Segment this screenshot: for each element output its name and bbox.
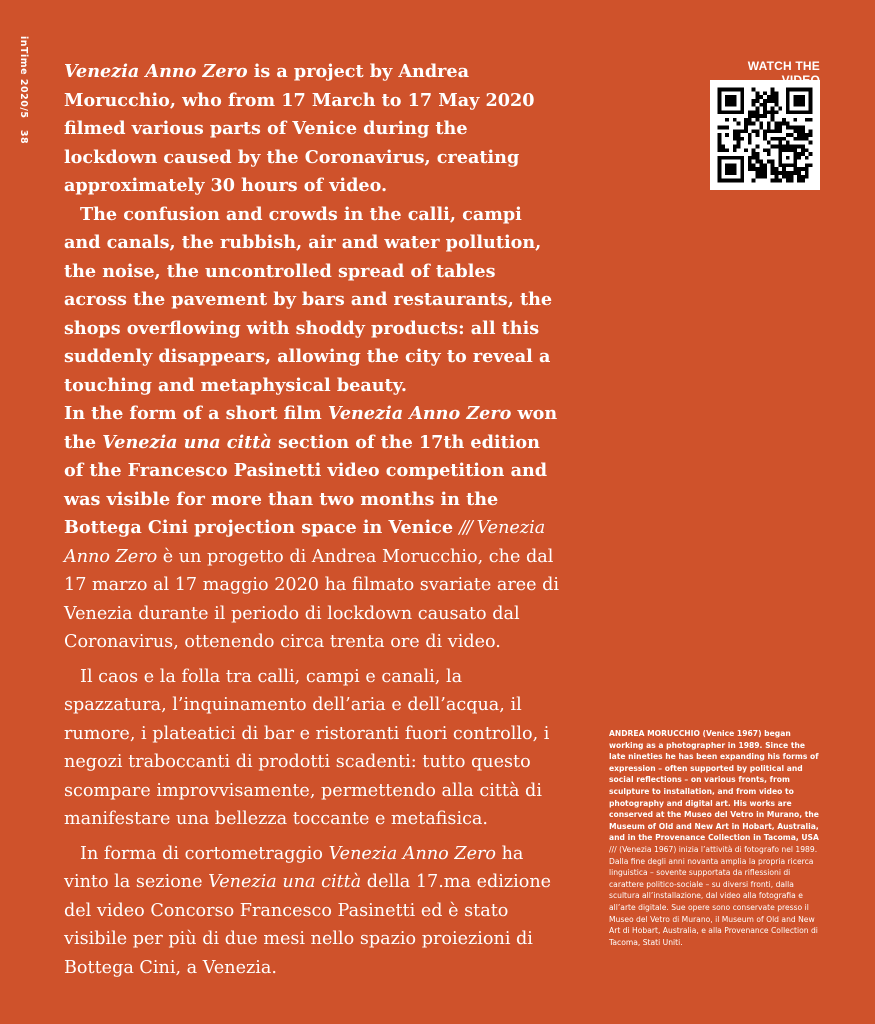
film-title: Venezia Anno Zero [64, 518, 546, 567]
english-paragraph-1: Venezia Anno Zero is a project by Andrea Morucchio, who from 17 March to 17 May 2020 filmed various parts of Venice during the lockdown caused by the Coronavirus, creating approximately 30 hours of video. [64, 61, 535, 196]
biography-english: ANDREA MORUCCHIO (Venice 1967) began working as a photographer in 1989. Since the late nineties he has been expanding his forms of expression – often supported by political and social reflections – on various fronts, from sculpture to installation, and from video to photography and digital art. His works are conserved at the Museo del Vetro in Murano, the Museum of Old and New Art in Hobart, Australia, and in the Provenance Collection in Tacoma, USA [609, 729, 819, 843]
section-name: Venezia una città [208, 872, 362, 892]
section-name: Venezia una città [102, 431, 272, 453]
italian-paragraph-3: In forma di cortometraggio Venezia Anno Zero ha vinto la sezione Venezia una città della 17.ma edizione del video Concorso Francesco Pasinetti ed è stato visibile per più di due mesi nello spazio proiezioni di Bottega Cini, a Venezia. [64, 843, 552, 978]
article-body [64, 58, 564, 982]
page-running-header [18, 36, 32, 166]
artist-biography-caption [609, 728, 824, 948]
magazine-issue: inTime 2020/5 [18, 36, 29, 119]
watch-video-label: WATCH THE [747, 59, 820, 73]
english-paragraph-3: In the form of a short film Venezia Anno Zero won the Venezia una città section of the 17th edition of the Francesco Pasinetti video competition and was visible for more than two months in the Bottega Cini projection space in Venice /// Venezia Anno Zero è un progetto di Andrea Morucchio, che dal 17 marzo al 17 maggio 2020 ha filmato svariate aree di Venezia durante il periodo di lockdown causato dal Coronavirus, ottenendo circa trenta ore di video. [64, 403, 560, 652]
video-qr-code[interactable] [710, 80, 820, 190]
italian-paragraph-2: Il caos e la folla tra calli, campi e canali, la spazzatura, l’inquinamento dell’aria e dell’acqua, il rumore, i plateatici di bar e ristoranti fuori controllo, i negozi traboccanti di prodotti scadenti: tutto questo scompare improvvisamente, permettendo alla città di manifestare una bellezza toccante e metafisica. [64, 666, 550, 829]
english-paragraph-2: The confusion and crowds in the calli, campi and canals, the rubbish, air and water pollution, the noise, the uncontrolled spread of tables across the pavement by bars and restaurants, the shops overflowing with shoddy products: all this suddenly disappears, allowing the city to reveal a touching and metaphysical beauty. [64, 203, 553, 396]
biography-italian: (Venezia 1967) inizia l’attività di fotografo nel 1989. Dalla fine degli anni novanta amplia la propria ricerca linguistica – sovente supportata da riflessioni di carattere politico-sociale – su diversi fronti, dalla scultura all’installazione, dal video alla fotografia e all’arte digitale. Sue opere sono conservate presso il Museo del Vetro di Murano, il Museum of Old and New Art di Hobart, Australia, e alla Provenance Collection di Tacoma, Stati Uniti. [609, 844, 818, 947]
language-separator: /// [459, 518, 471, 538]
page-number: 38 [18, 129, 29, 145]
qr-code-image [710, 80, 820, 190]
film-title: Venezia Anno Zero [327, 403, 512, 424]
film-title: Venezia Anno Zero [64, 61, 248, 82]
film-title: Venezia Anno Zero [328, 843, 496, 864]
language-separator: /// [609, 844, 617, 854]
